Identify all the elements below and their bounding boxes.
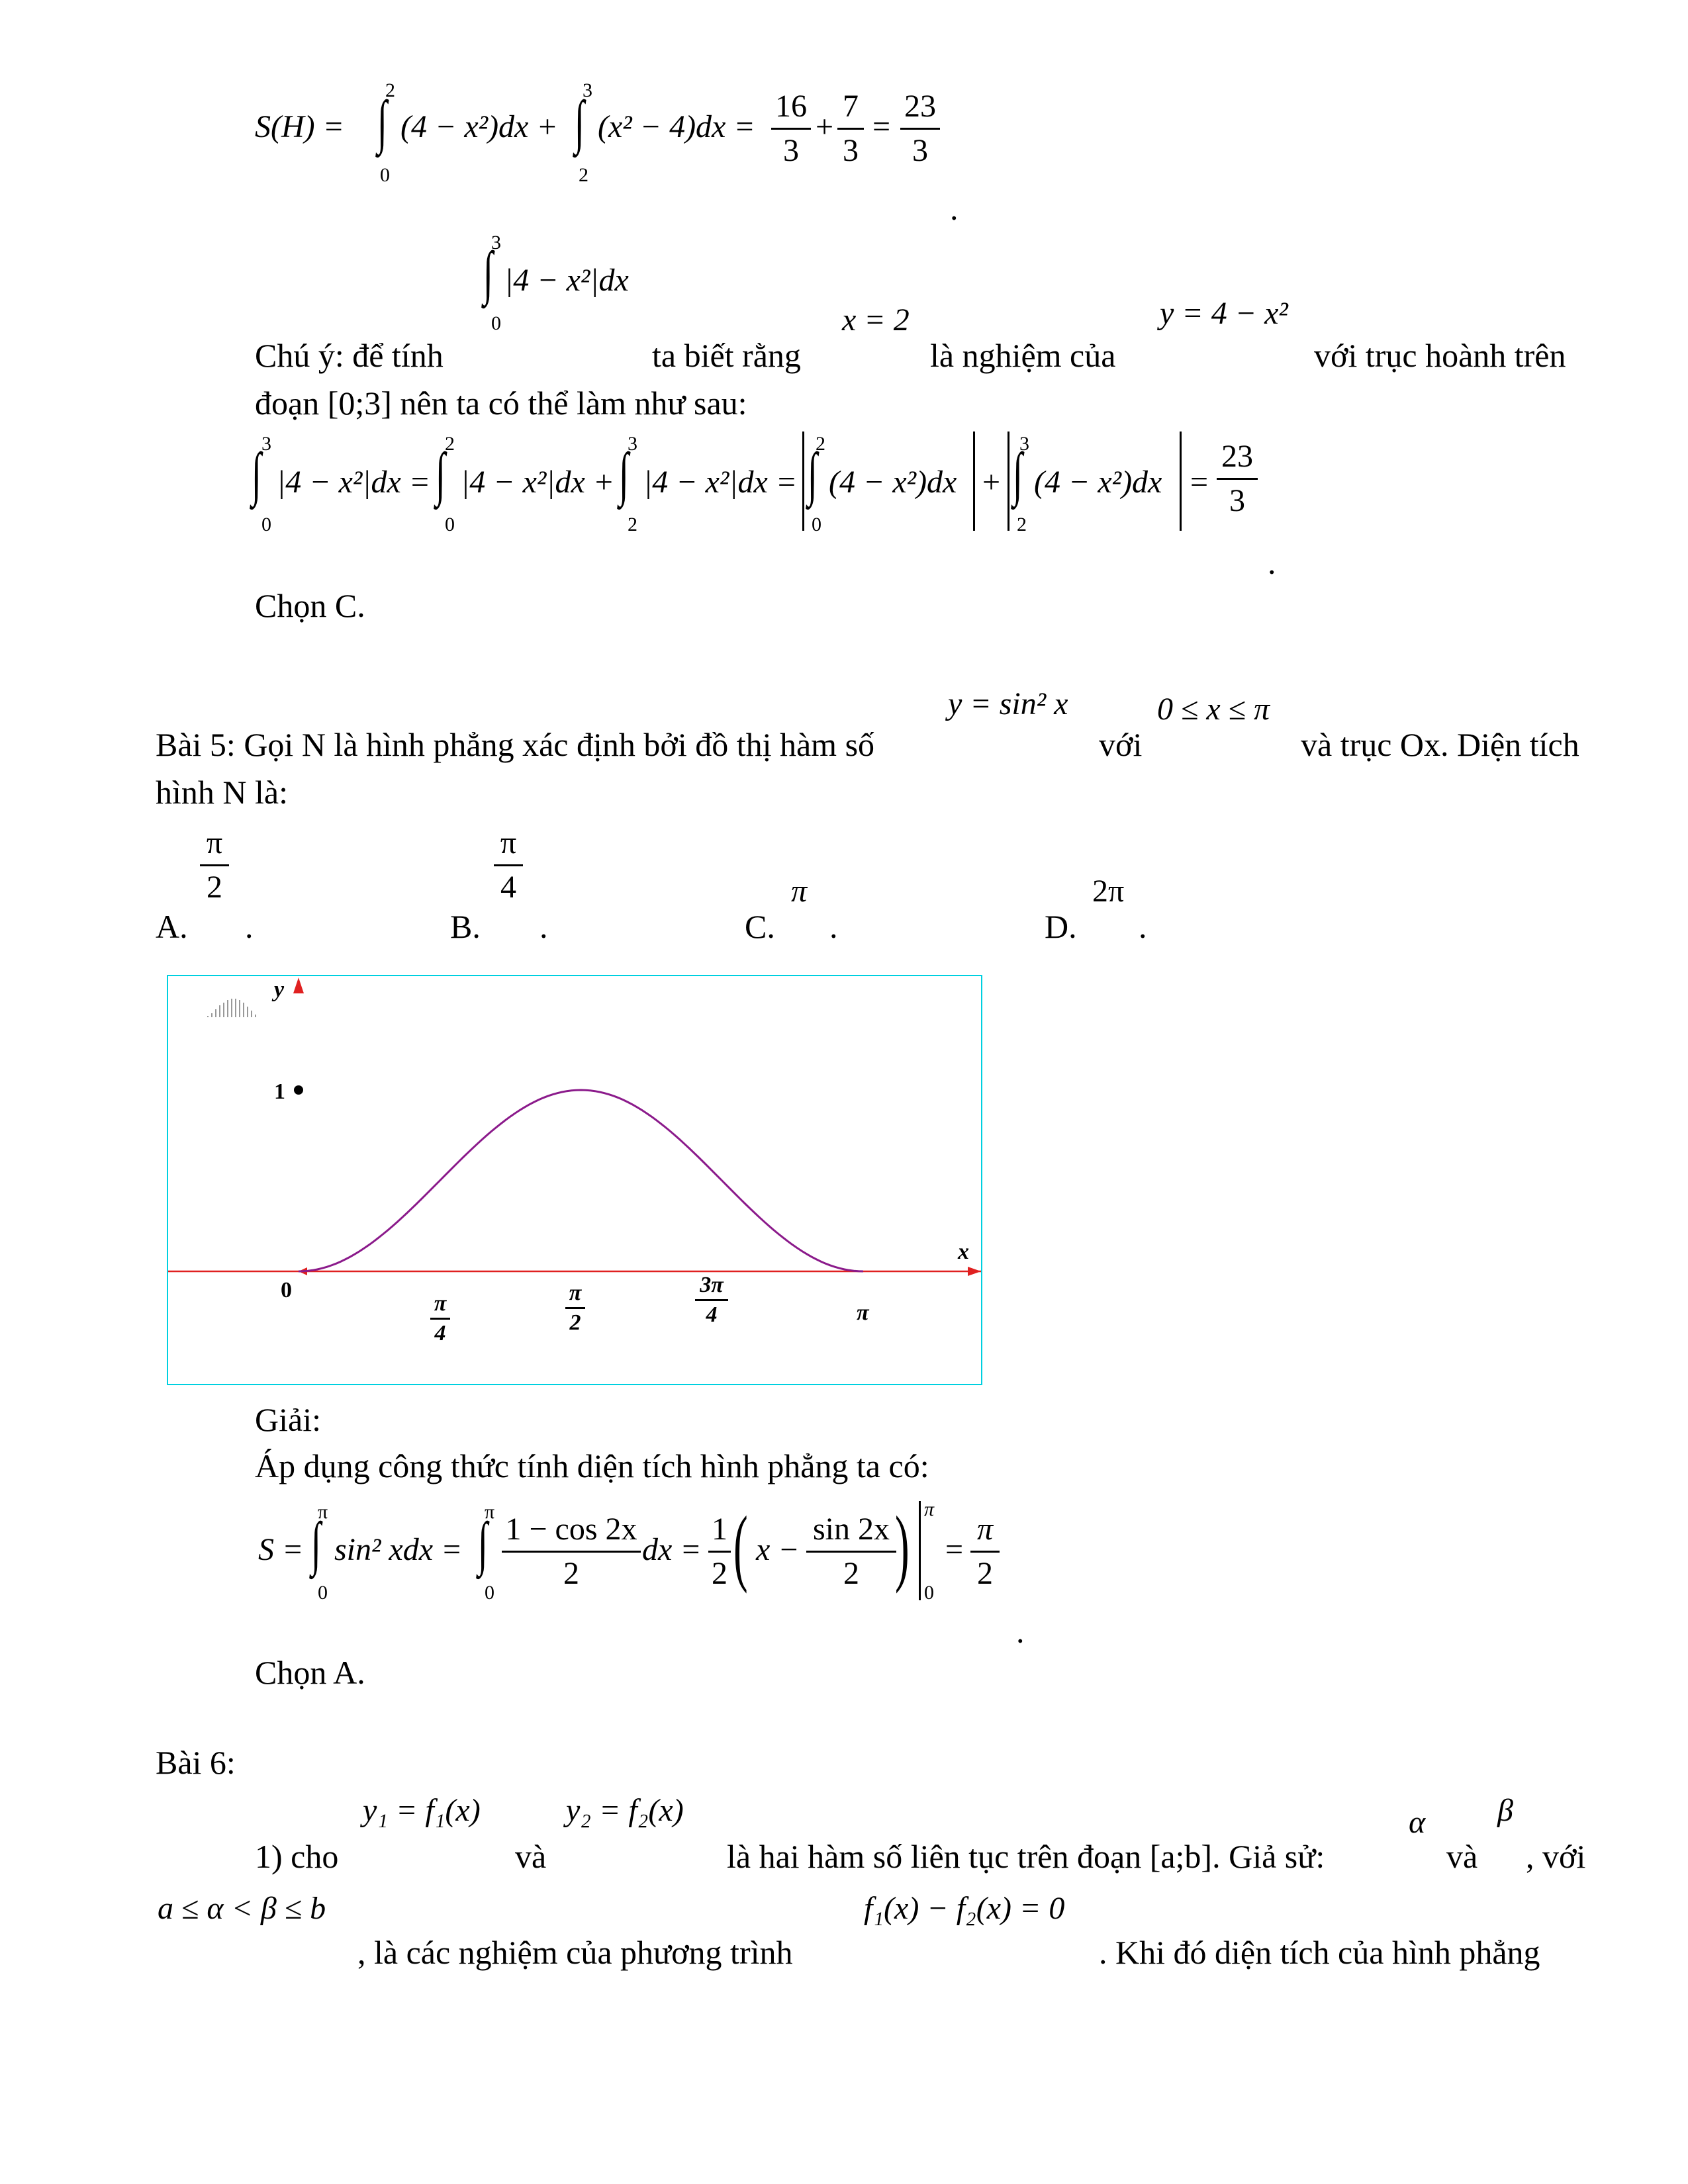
problem-text: với — [1099, 726, 1143, 763]
integral-sign: ∫ — [619, 441, 629, 507]
int-upper: 2 — [816, 433, 825, 455]
sin2-curve — [299, 1090, 863, 1271]
paren-close: ) — [895, 1499, 910, 1594]
y1-def: y₁ = f₁(x) — [363, 1793, 481, 1828]
equals-sign: = — [1190, 465, 1209, 500]
integral-sign: ∫ — [377, 89, 387, 155]
x-minus: x − — [756, 1532, 800, 1567]
hatch-decoration — [208, 999, 256, 1017]
graph-sin2x — [167, 975, 982, 1385]
note-text: đoạn [0;3] nên ta có thể làm như sau: — [255, 385, 747, 422]
period: . — [1268, 544, 1276, 581]
y-equals-4-minus-x2: y = 4 − x² — [1160, 296, 1288, 331]
note-text: ta biết rằng — [652, 337, 801, 374]
period: . — [1016, 1613, 1025, 1650]
x-axis-label: x — [958, 1240, 969, 1264]
eval-upper: π — [924, 1498, 935, 1520]
int-lower: 0 — [812, 514, 821, 535]
integral-sign: ∫ — [483, 240, 493, 306]
fraction: $\frac{\pi}{2}$ — [970, 1514, 1000, 1590]
condition: a ≤ α < β ≤ b — [158, 1891, 326, 1926]
dx-equals: dx = — [642, 1532, 702, 1567]
integral-sign: ∫ — [1013, 441, 1023, 507]
area-lhs: S(H) = — [255, 109, 345, 144]
int-body: sin² xdx = — [334, 1532, 463, 1567]
y-axis-label: y — [274, 978, 285, 1002]
int1-body: (4 − x²)dx + — [400, 109, 558, 144]
y-axis-arrow — [293, 978, 304, 993]
problem-text: , với — [1526, 1838, 1586, 1875]
problem-text: và — [1446, 1838, 1478, 1875]
solution-text: Áp dụng công thức tính diện tích hình phẳng ta có: — [255, 1447, 929, 1484]
integral-sign: ∫ — [436, 441, 445, 507]
fraction: $\frac{23}{3}$ — [1217, 441, 1258, 517]
eval-bar — [919, 1501, 921, 1600]
note-int-body: |4 − x²|dx — [504, 263, 629, 298]
y-tick-point — [294, 1085, 303, 1095]
fraction: $\frac{\sin 2x}{2}$ — [806, 1514, 896, 1590]
int2-lower: 2 — [579, 164, 588, 186]
plus-sign: + — [816, 109, 834, 144]
problem-text: Bài 5: Gọi N là hình phẳng xác định bởi đồ thị hàm số — [156, 726, 875, 763]
fraction: $\frac{16}{3}$ — [771, 91, 811, 167]
problem-heading: Bài 6: — [156, 1744, 236, 1781]
fraction: $\frac{23}{3}$ — [900, 91, 940, 167]
int-body: |4 − x²|dx = — [277, 465, 431, 500]
note-text: là nghiệm của — [930, 337, 1116, 374]
note-int-lower: 0 — [491, 312, 501, 334]
integral-sign: ∫ — [478, 1511, 488, 1576]
note-int-upper: 3 — [491, 232, 501, 253]
abs-bar — [1180, 432, 1182, 531]
abs-bar — [973, 432, 975, 531]
abs-bar — [802, 432, 804, 531]
integral-sign: ∫ — [575, 89, 585, 155]
problem-text: và — [515, 1838, 547, 1875]
origin-label: 0 — [281, 1278, 292, 1302]
tick-pi: π — [857, 1300, 869, 1325]
y-tick-label: 1 — [274, 1079, 285, 1104]
int-lower: 2 — [628, 514, 637, 535]
problem-text: . Khi đó diện tích của hình phẳng — [1099, 1934, 1540, 1971]
problem-text: là hai hàm số liên tục trên đoạn [a;b]. Giả sử: — [727, 1838, 1325, 1875]
integral-sign: ∫ — [311, 1511, 321, 1576]
int-lower: 2 — [1017, 514, 1027, 535]
int-body: (4 − x²)dx — [1034, 465, 1162, 500]
S-lhs: S = — [258, 1532, 304, 1567]
eval-lower: 0 — [924, 1582, 934, 1604]
problem-text: hình N là: — [156, 774, 288, 811]
int-upper: π — [318, 1501, 328, 1523]
integral-sign: ∫ — [808, 441, 818, 507]
int-lower: 0 — [261, 514, 271, 535]
x-range: 0 ≤ x ≤ π — [1157, 692, 1270, 727]
int2-body: (x² − 4)dx = — [598, 109, 755, 144]
fraction: $\frac{1}{2}$ — [708, 1514, 731, 1590]
plus-sign: + — [982, 465, 1001, 500]
option-label: A. — [156, 908, 188, 945]
problem-text: , là các nghiệm của phương trình — [357, 1934, 793, 1971]
period: . — [950, 190, 959, 227]
tick-pi-over-2: π 2 — [565, 1282, 585, 1334]
int-lower: 0 — [318, 1582, 328, 1604]
fraction: $\frac{\pi}{4}$ — [494, 827, 523, 903]
period: . — [829, 908, 838, 945]
choose-c: Chọn C. — [255, 587, 365, 624]
equals-sign: = — [945, 1532, 964, 1567]
y2-def: y₂ = f₂(x) — [566, 1793, 684, 1828]
int2-upper: 3 — [583, 79, 592, 101]
fraction: $\frac{1 - \cos 2x}{2}$ — [502, 1514, 641, 1590]
solution-heading: Giải: — [255, 1401, 321, 1438]
x-axis-arrow — [968, 1267, 981, 1276]
tick-pi-over-4: π 4 — [430, 1293, 450, 1345]
problem-text: 1) cho — [255, 1838, 339, 1875]
int-upper: 3 — [628, 433, 637, 455]
int-upper: π — [485, 1501, 495, 1523]
period: . — [539, 908, 548, 945]
option-label: B. — [450, 908, 481, 945]
int-body: |4 − x²|dx = — [643, 465, 798, 500]
int1-lower: 0 — [380, 164, 390, 186]
integral-sign: ∫ — [252, 441, 261, 507]
int-lower: 0 — [445, 514, 455, 535]
option-value: π — [791, 874, 808, 909]
x-equals-2: x = 2 — [842, 302, 910, 338]
abs-bar — [1008, 432, 1009, 531]
int-upper: 2 — [445, 433, 455, 455]
option-label: D. — [1045, 908, 1077, 945]
int-lower: 0 — [485, 1582, 494, 1604]
paren-open: ( — [733, 1499, 748, 1594]
int-body: |4 − x²|dx + — [461, 465, 615, 500]
fraction: $\frac{\pi}{2}$ — [200, 827, 229, 903]
beta: β — [1497, 1793, 1513, 1828]
option-value: 2π — [1092, 874, 1125, 909]
note-text: Chú ý: để tính — [255, 337, 444, 374]
choose-a: Chọn A. — [255, 1654, 365, 1691]
equals-sign: = — [872, 109, 891, 144]
int-upper: 3 — [261, 433, 271, 455]
problem-text: và trục Ox. Diện tích — [1301, 726, 1579, 763]
alpha: α — [1409, 1805, 1426, 1840]
int1-upper: 2 — [385, 79, 395, 101]
option-label: C. — [745, 908, 775, 945]
int-body: (4 − x²)dx — [829, 465, 957, 500]
int-upper: 3 — [1019, 433, 1029, 455]
equation: f₁(x) − f₂(x) = 0 — [864, 1891, 1065, 1926]
tick-3pi-over-4: 3π 4 — [695, 1274, 728, 1326]
function-sin2x: y = sin² x — [948, 686, 1068, 721]
note-text: với trục hoành trên — [1314, 337, 1566, 374]
fraction: $\frac{7}{3}$ — [837, 91, 864, 167]
period: . — [1139, 908, 1147, 945]
period: . — [245, 908, 254, 945]
